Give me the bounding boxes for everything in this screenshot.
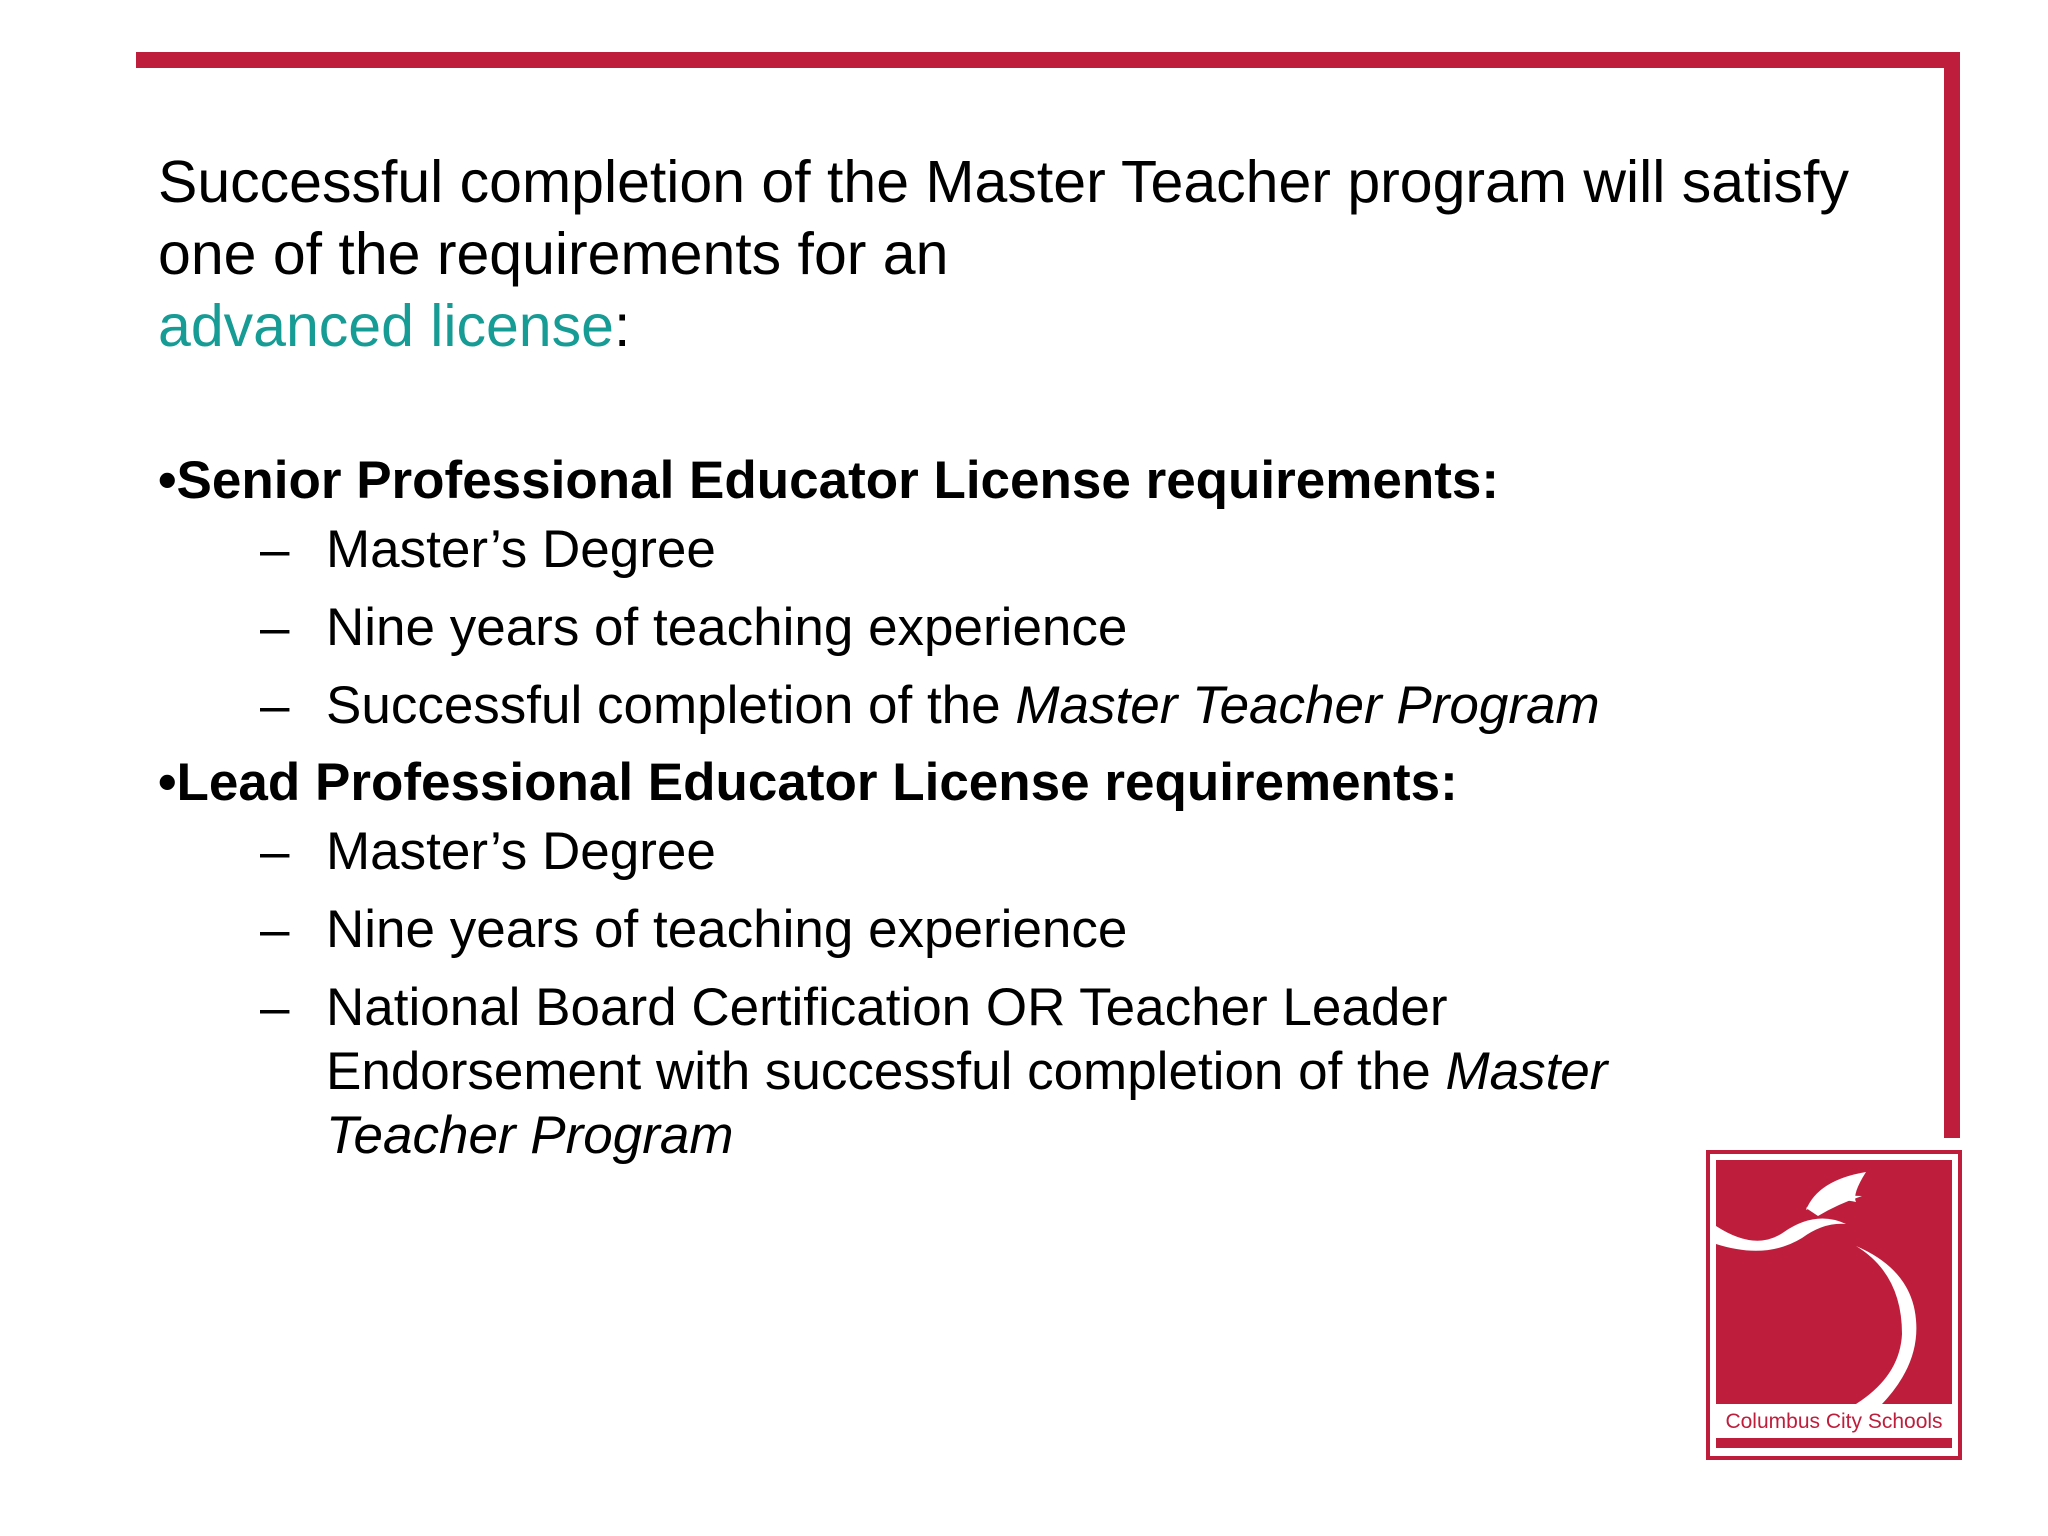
list-item-text: Successful completion of the xyxy=(326,676,1016,735)
right-accent-bar xyxy=(1944,52,1960,1138)
dash-marker: – xyxy=(260,900,290,959)
list-item-text: Nine years of teaching experience xyxy=(326,900,1128,959)
list-item xyxy=(158,898,1738,962)
list-item xyxy=(158,976,1738,1168)
dash-marker: – xyxy=(260,822,290,881)
advanced-license-link[interactable]: advanced license xyxy=(158,293,614,359)
intro-text xyxy=(158,146,1878,362)
list-item xyxy=(158,596,1738,660)
list-item-italic: Master Teacher Program xyxy=(326,1042,1608,1165)
intro-colon: : xyxy=(613,293,631,359)
list-item xyxy=(158,820,1738,884)
list-item-text: Master’s Degree xyxy=(326,822,716,881)
dash-marker: – xyxy=(260,598,290,657)
intro-text-main: Successful completion of the Master Teacher program will satisfy one of the requirements for an xyxy=(158,149,1849,287)
columbus-city-schools-logo xyxy=(1706,1150,1962,1460)
section-heading-senior: •Senior Professional Educator License requirements: xyxy=(158,451,1499,510)
list-item-text: Nine years of teaching experience xyxy=(326,598,1128,657)
list-item-italic: Master Teacher Program xyxy=(1015,676,1600,735)
section-heading-lead: •Lead Professional Educator License requirements: xyxy=(158,753,1458,812)
list-item-text: Master’s Degree xyxy=(326,520,716,579)
list-item xyxy=(158,518,1738,582)
logo-label: Columbus City Schools xyxy=(1725,1410,1943,1433)
list-item xyxy=(158,674,1738,738)
dash-marker: – xyxy=(260,676,290,735)
list-item-text: National Board Certification OR Teacher Leader Endorsement with successful completion of the xyxy=(326,978,1448,1101)
dash-marker: – xyxy=(260,520,290,579)
dash-marker: – xyxy=(260,978,290,1037)
top-accent-bar xyxy=(136,52,1960,68)
requirements-list xyxy=(158,448,1738,1168)
